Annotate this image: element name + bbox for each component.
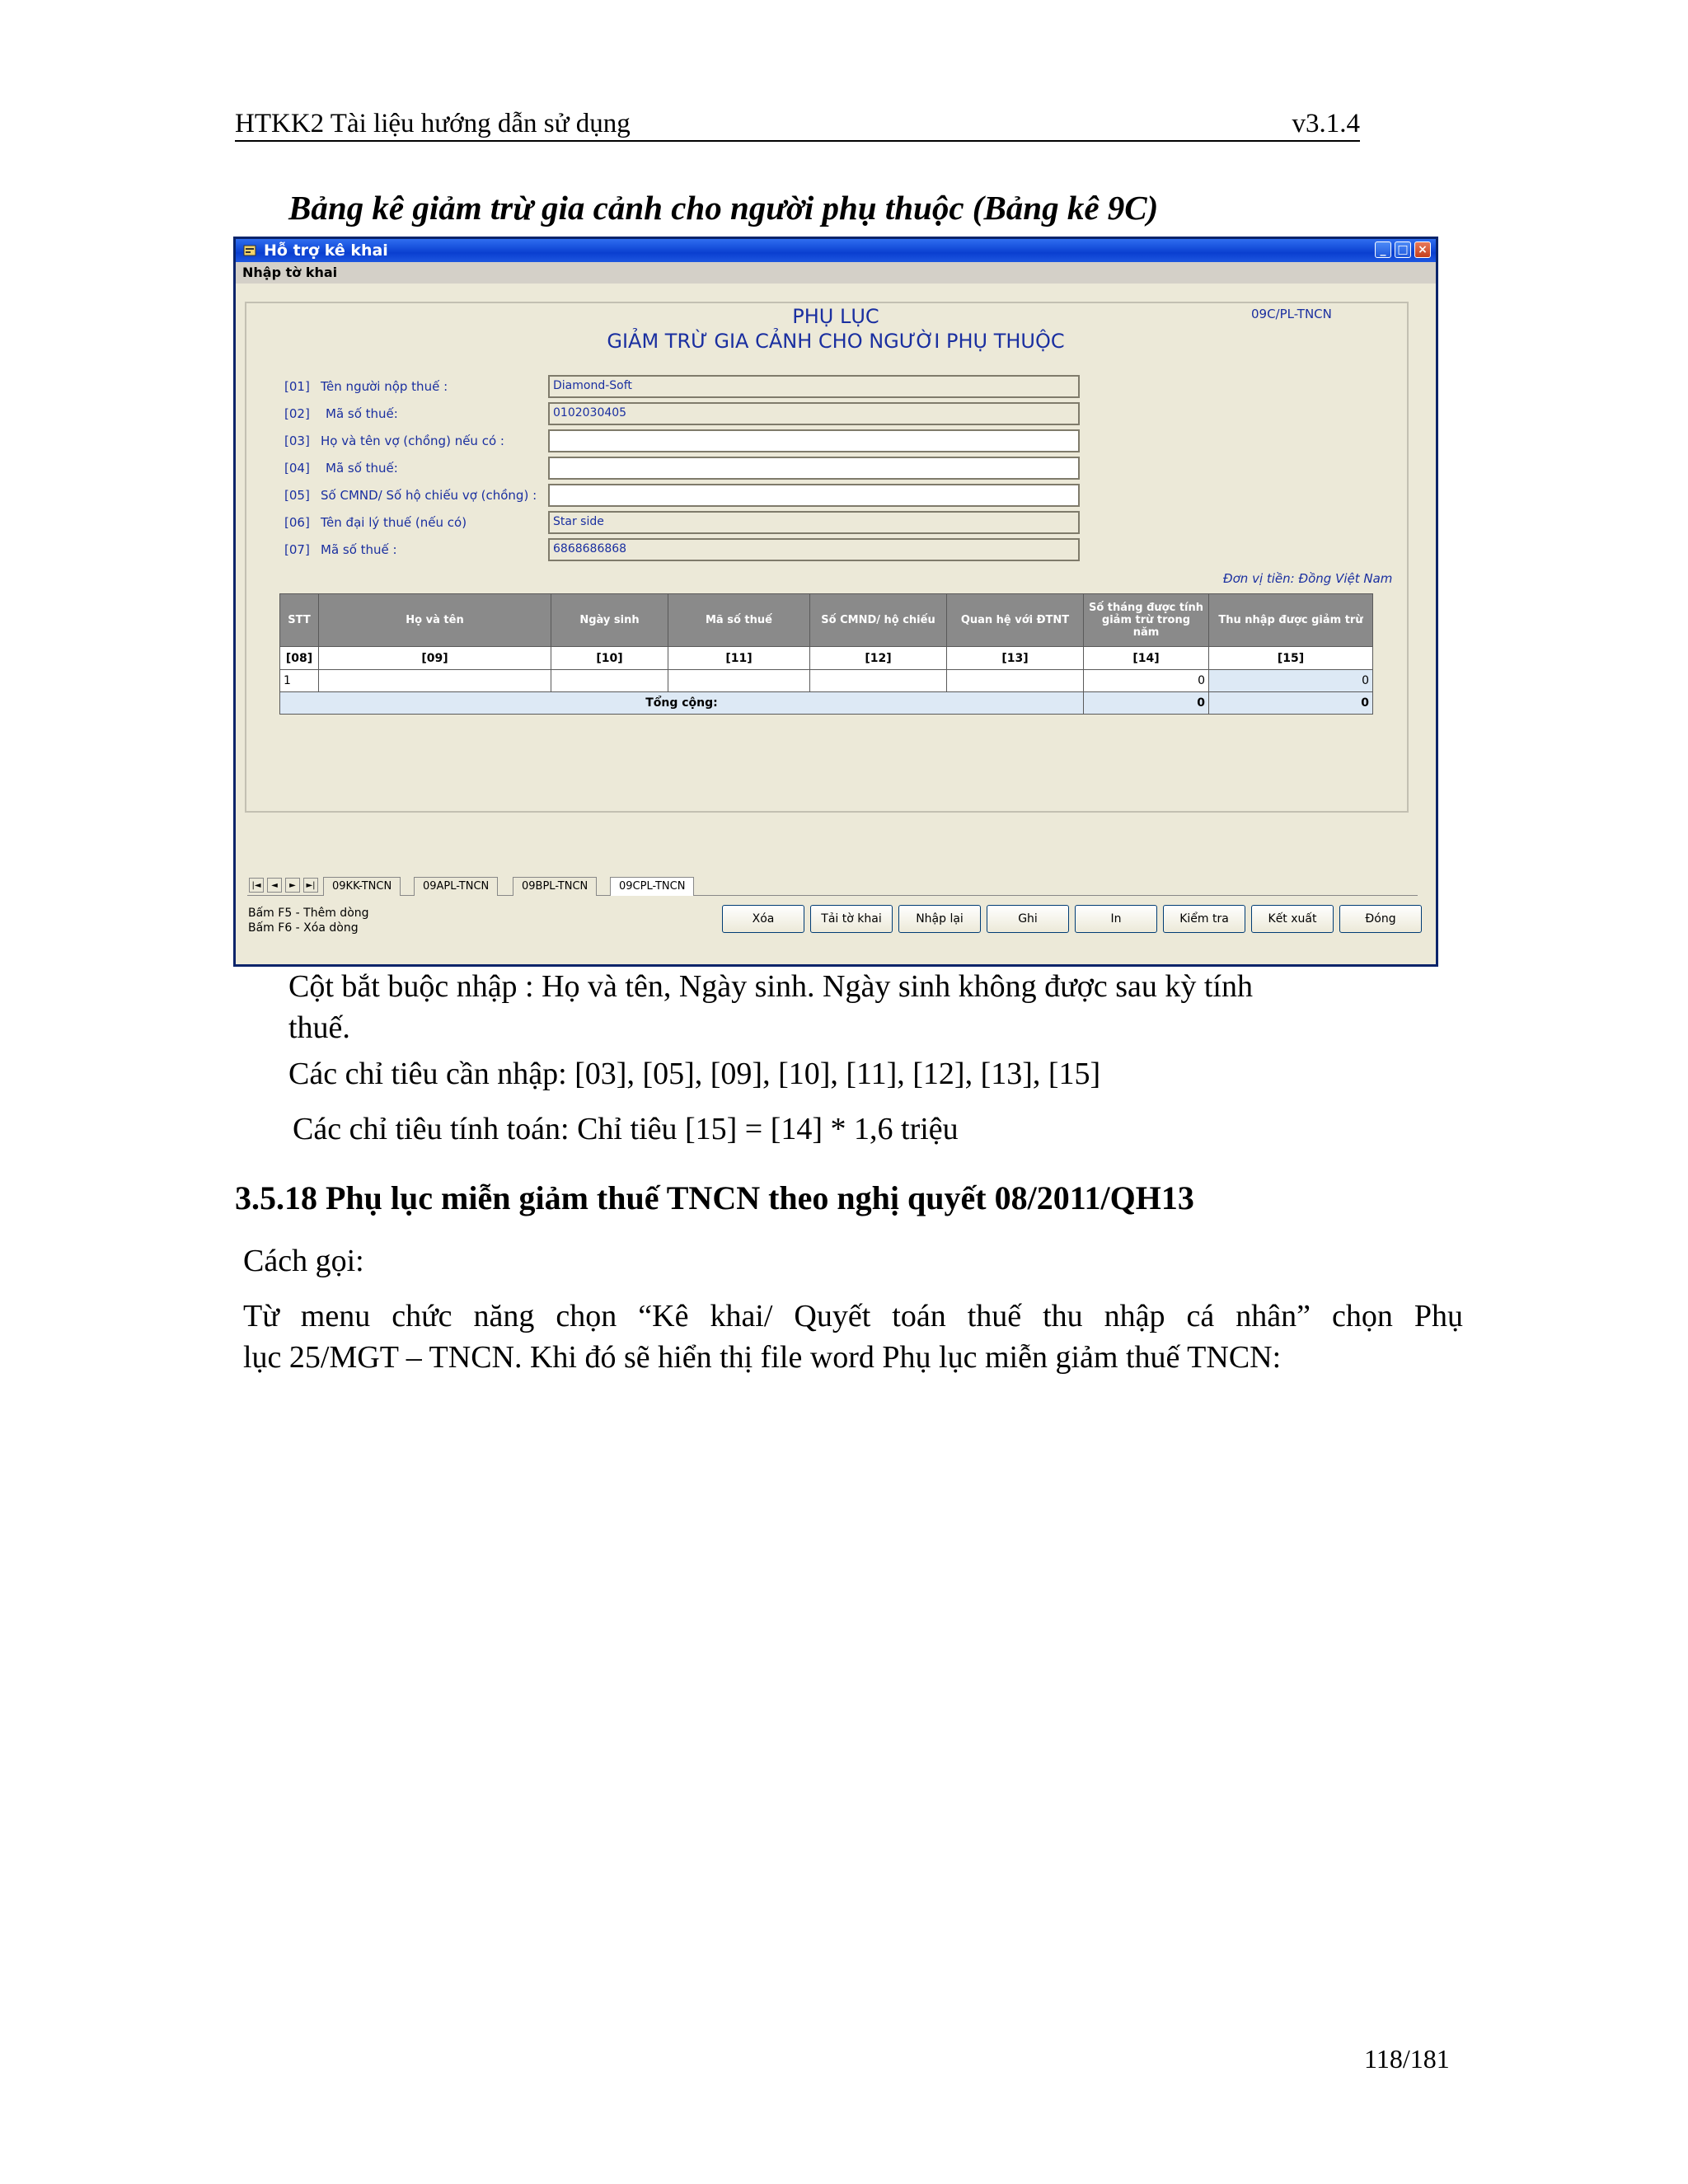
first-sheet-icon[interactable]: |◄ bbox=[249, 878, 264, 893]
field-code-05: [05] bbox=[284, 488, 310, 503]
spouse-name-field[interactable] bbox=[548, 429, 1080, 452]
col-index: [13] bbox=[947, 647, 1084, 670]
col-index: [15] bbox=[1209, 647, 1373, 670]
tab-09apl-tncn[interactable]: 09APL-TNCN bbox=[414, 877, 498, 896]
field-label-taxpayer-name: Tên người nộp thuế : bbox=[321, 379, 448, 394]
how-to-label: Cách gọi: bbox=[243, 1244, 364, 1278]
next-sheet-icon[interactable]: ► bbox=[285, 878, 300, 893]
col-header-name: Họ và tên bbox=[319, 594, 551, 647]
load-return-button[interactable]: Tải tờ khai bbox=[810, 905, 893, 933]
last-sheet-icon[interactable]: ►| bbox=[303, 878, 318, 893]
window-controls bbox=[1375, 241, 1431, 258]
required-columns-line-2: thuế. bbox=[288, 1010, 350, 1045]
field-label-spouse-tax-code: Mã số thuế: bbox=[326, 461, 398, 476]
table-index-row bbox=[280, 647, 1373, 670]
col-header-months: Số tháng được tính giảm trừ trong năm bbox=[1084, 594, 1209, 647]
col-index: [10] bbox=[551, 647, 668, 670]
col-header-tax-code: Mã số thuế bbox=[668, 594, 810, 647]
app-icon bbox=[242, 243, 257, 258]
total-income: 0 bbox=[1209, 692, 1373, 715]
tax-agent-field[interactable]: Star side bbox=[548, 511, 1080, 534]
section-paragraph-line-1: Từ menu chức năng chọn “Kê khai/ Quyết toán thuế thu nhập cá nhân” chọn Phụ bbox=[243, 1299, 1463, 1333]
col-header-relation: Quan hệ với ĐTNT bbox=[947, 594, 1084, 647]
col-header-dob: Ngày sinh bbox=[551, 594, 668, 647]
cell-tax-code[interactable] bbox=[668, 670, 810, 692]
field-label-tax-code: Mã số thuế: bbox=[326, 406, 398, 421]
col-index: [12] bbox=[810, 647, 947, 670]
field-code-02: [02] bbox=[284, 406, 310, 421]
total-months: 0 bbox=[1084, 692, 1209, 715]
total-label: Tổng cộng: bbox=[280, 692, 1084, 715]
window-subtitle: Nhập tờ khai bbox=[242, 265, 338, 280]
sheet-tabs bbox=[247, 875, 1418, 896]
section-paragraph-line-2: lục 25/MGT – TNCN. Khi đó sẽ hiển thị file word Phụ lục miễn giảm thuế TNCN: bbox=[243, 1340, 1282, 1375]
spouse-tax-code-field[interactable] bbox=[548, 457, 1080, 480]
taxpayer-name-field[interactable]: Diamond-Soft bbox=[548, 375, 1080, 398]
header-version: v3.1.4 bbox=[1292, 109, 1360, 138]
cell-dob[interactable] bbox=[551, 670, 668, 692]
export-button[interactable]: Kết xuất bbox=[1251, 905, 1334, 933]
calc-fields-line: Các chỉ tiêu tính toán: Chỉ tiêu [15] = [14] * 1,6 triệu bbox=[293, 1112, 959, 1146]
agent-tax-code-field[interactable]: 6868686868 bbox=[548, 538, 1080, 561]
cell-name[interactable] bbox=[319, 670, 551, 692]
reset-button[interactable]: Nhập lại bbox=[898, 905, 981, 933]
tab-09kk-tncn[interactable]: 09KK-TNCN bbox=[323, 877, 401, 896]
hint-add-row: Bấm F5 - Thêm dòng bbox=[248, 907, 369, 920]
page-number: 118/181 bbox=[1364, 2044, 1450, 2074]
cell-id[interactable] bbox=[810, 670, 947, 692]
print-button[interactable]: In bbox=[1075, 905, 1157, 933]
input-fields-line: Các chỉ tiêu cần nhập: [03], [05], [09], [10], [11], [12], [13], [15] bbox=[288, 1057, 1101, 1091]
check-button[interactable]: Kiểm tra bbox=[1163, 905, 1245, 933]
cell-income[interactable]: 0 bbox=[1209, 670, 1373, 692]
app-window bbox=[233, 237, 1438, 967]
col-header-income: Thu nhập được giảm trừ bbox=[1209, 594, 1373, 647]
cell-stt: 1 bbox=[280, 670, 319, 692]
section-heading: 3.5.18 Phụ lục miễn giảm thuế TNCN theo nghị quyết 08/2011/QH13 bbox=[235, 1179, 1194, 1216]
minimize-icon[interactable]: _ bbox=[1375, 241, 1391, 258]
delete-button[interactable]: Xóa bbox=[722, 905, 804, 933]
header-doc-title: HTKK2 Tài liệu hướng dẫn sử dụng bbox=[235, 109, 631, 138]
figure-title: Bảng kê giảm trừ gia cảnh cho người phụ thuộc (Bảng kê 9C) bbox=[288, 189, 1159, 227]
field-label-spouse-name: Họ và tên vợ (chồng) nếu có : bbox=[321, 434, 504, 448]
field-code-06: [06] bbox=[284, 515, 310, 530]
cell-relation[interactable] bbox=[947, 670, 1084, 692]
field-code-03: [03] bbox=[284, 434, 310, 448]
window-subtitle-bar bbox=[236, 262, 1436, 284]
currency-unit: Đơn vị tiền: Đồng Việt Nam bbox=[1223, 571, 1393, 586]
col-header-stt: STT bbox=[280, 594, 319, 647]
table-header-row bbox=[280, 594, 1373, 647]
col-index: [11] bbox=[668, 647, 810, 670]
spouse-id-field[interactable] bbox=[548, 484, 1080, 507]
close-icon[interactable]: × bbox=[1414, 241, 1431, 258]
table-row bbox=[280, 670, 1373, 692]
col-header-id: Số CMND/ hộ chiếu bbox=[810, 594, 947, 647]
field-label-agent-tax-code: Mã số thuế : bbox=[321, 542, 397, 557]
col-index: [08] bbox=[280, 647, 319, 670]
field-code-04: [04] bbox=[284, 461, 310, 476]
form-code: 09C/PL-TNCN bbox=[1251, 307, 1332, 321]
form-heading-1: PHỤ LỤC bbox=[792, 305, 879, 328]
maximize-icon[interactable]: □ bbox=[1395, 241, 1411, 258]
tab-09bpl-tncn[interactable]: 09BPL-TNCN bbox=[513, 877, 597, 896]
table-total-row bbox=[280, 692, 1373, 715]
col-index: [14] bbox=[1084, 647, 1209, 670]
window-titlebar bbox=[236, 239, 1436, 262]
window-title: Hỗ trợ kê khai bbox=[264, 241, 388, 260]
tax-code-field[interactable]: 0102030405 bbox=[548, 402, 1080, 425]
tab-09cpl-tncn[interactable]: 09CPL-TNCN bbox=[610, 877, 694, 896]
page-header bbox=[235, 107, 1360, 142]
cell-months[interactable]: 0 bbox=[1084, 670, 1209, 692]
field-label-tax-agent: Tên đại lý thuế (nếu có) bbox=[321, 515, 467, 530]
dependents-table bbox=[279, 593, 1373, 715]
prev-sheet-icon[interactable]: ◄ bbox=[267, 878, 282, 893]
required-columns-line-1: Cột bắt buộc nhập : Họ và tên, Ngày sinh. Ngày sinh không được sau kỳ tính bbox=[288, 969, 1253, 1004]
col-index: [09] bbox=[319, 647, 551, 670]
field-label-spouse-id: Số CMND/ Số hộ chiếu vợ (chồng) : bbox=[321, 488, 537, 503]
field-code-07: [07] bbox=[284, 542, 310, 557]
close-button[interactable]: Đóng bbox=[1339, 905, 1422, 933]
hint-delete-row: Bấm F6 - Xóa dòng bbox=[248, 921, 359, 935]
save-button[interactable]: Ghi bbox=[987, 905, 1069, 933]
field-code-01: [01] bbox=[284, 379, 310, 394]
form-heading-2: GIẢM TRỪ GIA CẢNH CHO NGƯỜI PHỤ THUỘC bbox=[607, 330, 1065, 353]
